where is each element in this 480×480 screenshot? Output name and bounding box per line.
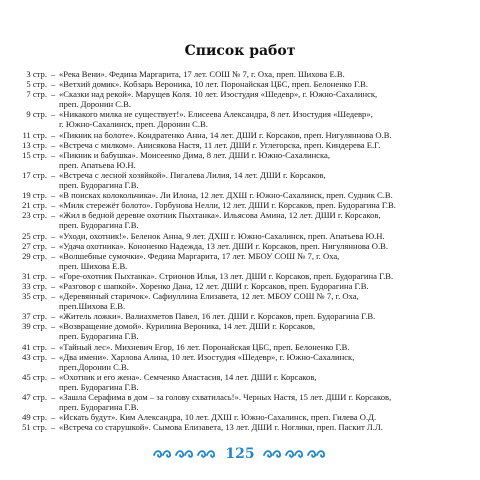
page-ref: 33 стр.	[22, 280, 47, 291]
dash-separator: –	[50, 351, 56, 362]
dash-separator: –	[50, 190, 56, 201]
work-description-continued: преп.Доронин С.В.	[59, 361, 129, 372]
wave-ornament-icon	[175, 449, 195, 459]
work-description: «Пикник и бабушка». Моисеенко Дима, 8 лет. ДШИ г. Южно-Сахалинска,	[59, 149, 331, 160]
work-description: «Встреча с лесной хозяйкой». Пигалева Лилия, 14 лет. ДШИ г. Корсаков,	[59, 169, 326, 180]
dash-separator: –	[50, 230, 56, 241]
list-item	[14, 89, 476, 109]
list-item	[14, 342, 476, 352]
work-description-continued: преп. Апатьева Ю.Н.	[59, 159, 136, 170]
work-description: «Жил в бедной деревне охотник Пыхтанка». Ильясова Амина, 12 лет. ДШИ г. Корсаков,	[59, 210, 381, 221]
list-item	[14, 271, 476, 281]
list-item	[14, 321, 476, 341]
wave-ornament-icon	[197, 449, 217, 459]
dash-separator: –	[50, 341, 56, 352]
work-description-continued: преп. Будорагина Г.В.	[59, 331, 139, 342]
work-description: «Встреча с милком». Анисякова Настя, 11 лет. ДШИ г. Углегорска, преп. Киндерева Е.Г.	[59, 139, 381, 150]
work-description: «Горе-охотник Пыхтанка». Стрионов Илья, 13 лет. ДШИ г. Корсаков, преп. Будорагина Г.В.	[59, 270, 394, 281]
page-ref: 47 стр.	[22, 392, 47, 402]
footer-ornament-left	[153, 449, 217, 459]
work-description-continued: преп.Шихова Е.В.	[59, 301, 126, 312]
page-title: Список работ	[184, 43, 296, 59]
work-description: «Сказки над рекой». Марущев Коля. 10 лет. Изостудия «Шедевр», г. Южно-Сахалинск,	[59, 89, 378, 100]
list-item	[14, 190, 476, 200]
work-description: «Зашла Серафима в дом – за голову схватилась!». Черных Настя, 15 лет. ДШИ г. Корсаков,	[59, 392, 392, 402]
work-description-continued: г. Южно-Сахалинск, преп. Доронин С.В.	[59, 119, 208, 130]
list-item	[14, 372, 476, 392]
work-description: «Тайный лес». Михневич Егор, 16 лет. Поронайская ЦБС, преп. Белоненко Г.В.	[59, 341, 350, 352]
dash-separator: –	[50, 200, 56, 211]
page-footer	[0, 446, 480, 462]
page-ref: 31 стр.	[22, 270, 47, 281]
page-ref: 25 стр.	[22, 230, 47, 241]
dash-separator: –	[50, 311, 56, 322]
list-item	[14, 200, 476, 210]
page-ref: 5 стр.	[26, 79, 47, 90]
dash-separator: –	[50, 89, 56, 100]
work-description: «Волшебные сумочки». Федина Маргарита, 17 лет. МБОУ СОШ № 7, г. Оха,	[59, 250, 340, 261]
work-description: «В поисках колокольчика». Ли Илона, 12 лет. ДХШ г. Южно-Сахалинск, преп. Судник С.В.	[59, 190, 393, 201]
footer-ornament-right	[263, 449, 327, 459]
list-item	[14, 140, 476, 150]
work-description: «Ветхий домик». Кобзарь Вероника, 10 лет. Поронайская ЦБС, преп. Белоненко Г.В.	[59, 79, 369, 90]
dash-separator: –	[50, 240, 56, 251]
list-item	[14, 422, 476, 432]
page-ref: 37 стр.	[22, 311, 47, 322]
list-item	[14, 392, 476, 412]
work-description: «Деревянный старичок». Сафиуллина Елизавета, 12 лет. МБОУ СОШ № 7, г. Оха,	[59, 291, 359, 302]
work-description: «Искать будут». Ким Александра, 10 лет. ДХШ г. Южно-Сахалинск, преп. Гилева О.Д.	[59, 412, 377, 423]
list-item	[14, 291, 476, 311]
page-ref: 13 стр.	[22, 139, 47, 150]
dash-separator: –	[50, 291, 56, 302]
dash-separator: –	[50, 69, 56, 79]
list-item	[14, 150, 476, 170]
page-ref: 11 стр.	[22, 129, 47, 140]
list-item	[14, 251, 476, 271]
dash-separator: –	[50, 109, 56, 120]
page-ref: 29 стр.	[22, 250, 47, 261]
dash-separator: –	[50, 412, 56, 423]
list-item	[14, 109, 476, 129]
works-list	[14, 69, 476, 432]
list-item	[14, 210, 476, 230]
dash-separator: –	[50, 169, 56, 180]
dash-separator: –	[50, 280, 56, 291]
page-ref: 3 стр.	[26, 69, 47, 79]
work-description-continued: преп. Будорагина Г.В.	[59, 220, 139, 231]
work-description: «Милк стережёт болото». Горбунова Нелли, 12 лет. ДШИ г. Корсаков, преп. Будорагина Г.В.	[59, 200, 396, 211]
work-description-continued: преп. Будорагина Г.В.	[59, 180, 139, 191]
work-description: «Пикник на болоте». Кондратенко Анна, 14 лет. ДШИ г. Корсаков, преп. Нигуляннова О.В.	[59, 129, 392, 140]
dash-separator: –	[50, 250, 56, 261]
page-ref: 19 стр.	[22, 190, 47, 201]
work-description: «Удача охотника». Кононенко Надежда, 13 лет. ДШИ г. Корсаков, преп. Нигуляннова О.В.	[59, 240, 389, 251]
dash-separator: –	[50, 139, 56, 150]
page-ref: 35 стр.	[22, 291, 47, 302]
list-item	[14, 281, 476, 291]
page-ref: 9 стр.	[26, 109, 47, 120]
list-item	[14, 130, 476, 140]
page-ref: 39 стр.	[22, 321, 47, 332]
dash-separator: –	[50, 79, 56, 90]
page-ref: 45 стр.	[22, 371, 47, 382]
work-description-continued: преп. Доронин С.В.	[59, 99, 132, 110]
dash-separator: –	[50, 321, 56, 332]
list-item	[14, 352, 476, 372]
work-description: «Разговор с шапкой». Хоренко Дана, 12 лет. ДШИ г. Корсаков, преп. Будорагина Г.В.	[59, 280, 369, 291]
list-item	[14, 170, 476, 190]
list-item	[14, 79, 476, 89]
dash-separator: –	[50, 129, 56, 140]
list-item	[14, 311, 476, 321]
list-item	[14, 412, 476, 422]
page-ref: 51 стр.	[22, 422, 47, 433]
dash-separator: –	[50, 210, 56, 221]
page-ref: 23 стр.	[22, 210, 47, 221]
wave-ornament-icon	[263, 449, 283, 459]
wave-ornament-icon	[153, 449, 173, 459]
work-description-continued: преп. Шихова Е.В.	[59, 260, 128, 271]
page-ref: 21 стр.	[22, 200, 47, 211]
list-item	[14, 69, 476, 79]
page-ref: 15 стр.	[22, 149, 47, 160]
page-number: 125	[225, 446, 255, 462]
page-ref: 7 стр.	[26, 89, 47, 100]
work-description: «Два имени». Харлова Алина, 10 лет. Изостудия «Шедевр», г. Южно-Сахалинск,	[59, 351, 355, 362]
work-description: «Житель ложки». Валиахметов Павел, 16 лет. ДШИ г. Корсаков, преп. Будорагина Г.В.	[59, 311, 376, 322]
list-item	[14, 241, 476, 251]
list-item	[14, 231, 476, 241]
work-description: «Река Вени». Федина Маргарита, 17 лет. СОШ № 7, г. Оха, преп. Шихова Е.В.	[59, 69, 345, 79]
work-description: «Встреча со старушкой». Сымова Елизавета, 13 лет. ДШИ г. Ноглики, преп. Паскит Л.Л.	[59, 422, 383, 433]
dash-separator: –	[50, 270, 56, 281]
page-ref: 43 стр.	[22, 351, 47, 362]
wave-ornament-icon	[285, 449, 305, 459]
page-ref: 17 стр.	[22, 169, 47, 180]
work-description: «Охотник и его жена». Семченко Анастасия, 14 лет. ДШИ г. Корсаков,	[59, 371, 317, 382]
page-ref: 41 стр.	[22, 341, 47, 352]
dash-separator: –	[50, 392, 56, 402]
work-description: «Возвращение домой». Курилина Вероника, 14 лет. ДШИ г. Корсаков,	[59, 321, 315, 332]
work-description-continued: преп. Будорагина Г.В.	[59, 381, 139, 392]
page-ref: 27 стр.	[22, 240, 47, 251]
dash-separator: –	[50, 371, 56, 382]
dash-separator: –	[50, 422, 56, 433]
wave-ornament-icon	[307, 449, 327, 459]
work-description: «Уходи, охотник!». Беленок Анна, 9 лет. ДХШ г. Южно-Сахалинск, преп. Апатьева Ю.Н.	[59, 230, 385, 241]
dash-separator: –	[50, 149, 56, 160]
page-ref: 49 стр.	[22, 412, 47, 423]
work-description: «Никакого милка не существует!». Елисеева Александра, 8 лет. Изостудия «Шедевр»,	[59, 109, 373, 120]
work-description-continued: преп. Будорагина Г.В.	[59, 402, 139, 413]
